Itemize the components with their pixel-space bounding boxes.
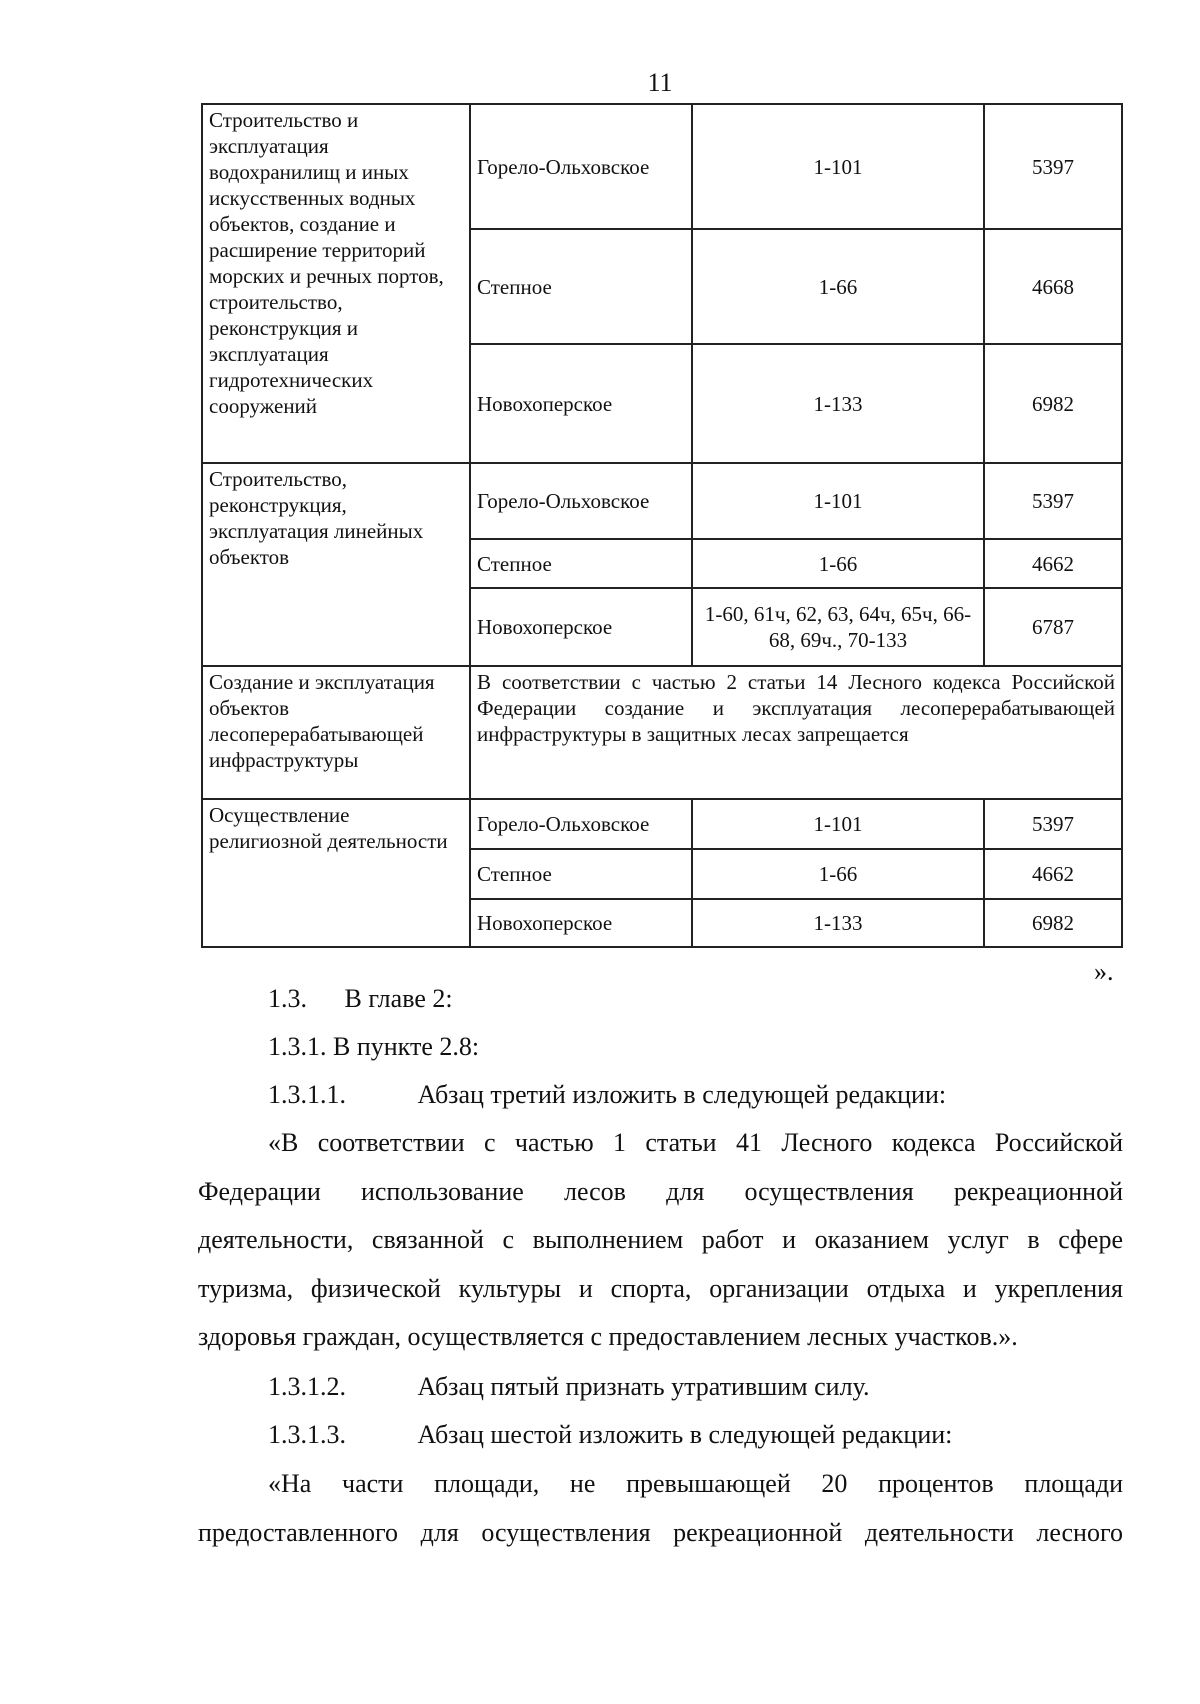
- quote-1-line: Федерации использование лесов для осуществления рекреационной: [198, 1177, 1123, 1206]
- quarters-cell: 1-101: [692, 463, 984, 539]
- forestry-cell: Степное: [470, 539, 692, 588]
- forestry-cell: Степное: [470, 229, 692, 344]
- table-row: [202, 799, 1122, 849]
- quarters-cell: 1-101: [692, 799, 984, 849]
- quote-1-line: туризма, физической культуры и спорта, организации отдыха и укрепления: [198, 1274, 1123, 1303]
- area-cell: 4668: [984, 229, 1122, 344]
- activity-table: [201, 103, 1123, 948]
- paragraph-number: 1.3.1.3.: [268, 1420, 346, 1449]
- page-number: 11: [647, 68, 673, 97]
- area-cell: 6787: [984, 588, 1122, 666]
- forestry-cell: Степное: [470, 849, 692, 899]
- activity-cell: Строительство, реконструкция, эксплуатация линейных объектов: [202, 463, 470, 666]
- table-row: [202, 463, 1122, 539]
- quote-1-line: здоровья граждан, осуществляется с предоставлением лесных участков.».: [198, 1322, 1018, 1351]
- area-cell: 5397: [984, 104, 1122, 229]
- area-cell: 6982: [984, 899, 1122, 947]
- area-cell: 6982: [984, 344, 1122, 463]
- paragraph-1-3-1-3: [198, 1411, 1193, 1459]
- quote-1-line: деятельности, связанной с выполнением работ и оказанием услуг в сфере: [198, 1225, 1123, 1254]
- table-row: [202, 666, 1122, 799]
- activity-cell: Создание и эксплуатация объектов лесоперерабатывающей инфраструктуры: [202, 666, 470, 799]
- quarters-cell: 1-133: [692, 344, 984, 463]
- quarters-cell: 1-133: [692, 899, 984, 947]
- paragraph-text: В главе 2:: [344, 984, 453, 1013]
- paragraph-text: Абзац шестой изложить в следующей редакции:: [417, 1420, 953, 1449]
- area-cell: 4662: [984, 849, 1122, 899]
- forestry-cell: Горело-Ольховское: [470, 799, 692, 849]
- quote-2-line: «На части площади, не превышающей 20 процентов площади: [268, 1469, 1123, 1498]
- paragraph-text: Абзац третий изложить в следующей редакции:: [417, 1080, 947, 1109]
- paragraph-1-3: [198, 975, 1193, 1023]
- forestry-cell: Новохоперское: [470, 899, 692, 947]
- quarters-cell: 1-66: [692, 229, 984, 344]
- quarters-cell: 1-66: [692, 539, 984, 588]
- area-cell: 5397: [984, 799, 1122, 849]
- paragraph-1-3-1-2: [198, 1363, 1193, 1411]
- forestry-cell: Горело-Ольховское: [470, 463, 692, 539]
- forestry-cell: Горело-Ольховское: [470, 104, 692, 229]
- forestry-cell: Новохоперское: [470, 344, 692, 463]
- paragraph-1-3-1-1: [198, 1071, 1193, 1119]
- paragraph-number: 1.3.1.2.: [268, 1372, 346, 1401]
- quarters-cell: 1-101: [692, 104, 984, 229]
- quote-1-line: «В соответствии с частью 1 статьи 41 Лесного кодекса Российской: [268, 1128, 1123, 1157]
- quarters-cell: 1-66: [692, 849, 984, 899]
- activity-cell: Строительство и эксплуатация водохранилищ и иных искусственных водных объектов, создание и расширение территорий морских и речных портов, строительство, реконструкция и эксплуатация гидротехнических сооружений: [202, 104, 470, 463]
- paragraph-number: 1.3.1.1.: [268, 1080, 346, 1109]
- area-cell: 5397: [984, 463, 1122, 539]
- note-cell: В соответствии с частью 2 статьи 14 Лесного кодекса Российской Федерации создание и эксплуатация лесоперерабатывающей инфраструктуры в защитных лесах запрещается: [470, 666, 1122, 799]
- area-cell: 4662: [984, 539, 1122, 588]
- paragraph-1-3-1: 1.3.1. В пункте 2.8:: [268, 1032, 480, 1061]
- paragraph-text: Абзац пятый признать утратившим силу.: [417, 1372, 870, 1401]
- table-row: [202, 104, 1122, 229]
- forestry-cell: Новохоперское: [470, 588, 692, 666]
- quarters-cell: 1-60, 61ч, 62, 63, 64ч, 65ч, 66-68, 69ч., 70-133: [692, 588, 984, 666]
- paragraph-number: 1.3.: [268, 984, 307, 1013]
- quote-2-line: предоставленного для осуществления рекреационной деятельности лесного: [198, 1518, 1123, 1547]
- activity-cell: Осуществление религиозной деятельности: [202, 799, 470, 947]
- closing-quote: ».: [1094, 957, 1114, 986]
